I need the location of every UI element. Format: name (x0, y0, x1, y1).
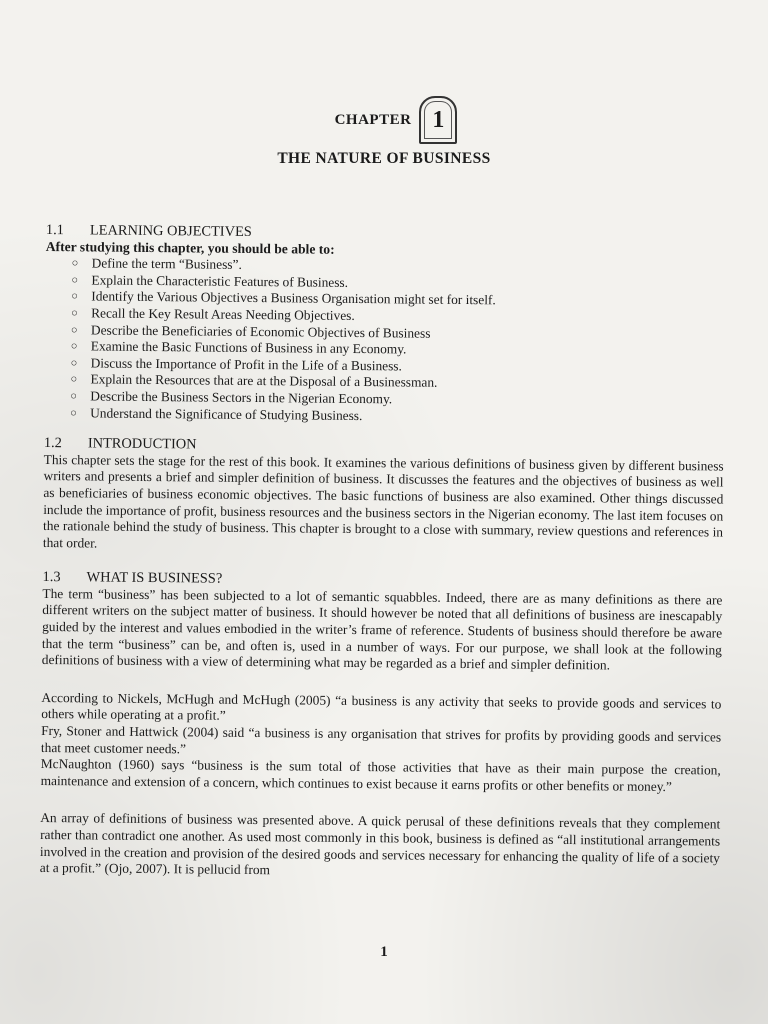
list-item: ○ Explain the Resources that are at the Disposal of a Businessman. (70, 371, 438, 391)
introduction-paragraph: This chapter sets the stage for the rest of this book. It examines the various definitions of business given by different business writers and presents a brief and simpler definition of business. It discusses the features and the objectives of business as well as beneficiaries of business economic objectives. The basic functions of business are also examined. Other things discussed include the importance of profit, business resources and the business sectors in the Nigerian economy. The last item focuses on the rationale behind the study of business. This chapter is brought to a close with summary, review questions and references in that order. (42, 451, 724, 551)
section-number: 1.3 (42, 569, 61, 586)
bullet-icon: ○ (70, 340, 78, 353)
bullet-icon: ○ (71, 257, 79, 270)
chapter-title: THE NATURE OF BUSINESS (277, 150, 491, 167)
list-item: ○ Identify the Various Objectives a Business Organisation might set for itself. (71, 288, 496, 308)
bullet-icon: ○ (70, 356, 78, 370)
objectives-list (44, 255, 726, 427)
list-item: ○ Examine the Basic Functions of Business in any Economy. (70, 338, 407, 357)
chapter-body (40, 222, 726, 883)
list-item: ○ Describe the Business Sectors in the Nigerian Economy. (70, 388, 393, 407)
page-number: 1 (380, 944, 388, 960)
objectives-intro: After studying this chapter, you should be able to: (45, 238, 335, 257)
chapter-heading (0, 94, 768, 146)
bullet-icon: ○ (70, 390, 78, 403)
chapter-number-badge: 1 (419, 96, 457, 144)
definition-nickels: According to Nickels, McHugh and McHugh (2005) “a business is any activity that seeks to provide goods and services to others while operating at a profit.” (41, 689, 722, 724)
section-number: 1.2 (43, 435, 62, 452)
list-item: ○ Discuss the Importance of Profit in the Life of a Business. (70, 355, 402, 374)
section-number: 1.1 (45, 222, 64, 239)
list-item: ○ Understand the Significance of Studying Business. (70, 404, 363, 423)
list-item: ○ Explain the Characteristic Features of Business. (71, 272, 349, 290)
definition-mcnaughton: McNaughton (1960) says “business is the sum total of those activities that have as their main purpose the creation, maintenance and extension of a concern, which continues to exist because it earns profits or other benefits or money.” (40, 756, 721, 794)
section-title: LEARNING OBJECTIVES (89, 222, 252, 240)
list-item: ○ Define the term “Business”. (71, 255, 242, 273)
list-item: ○ Recall the Key Result Areas Needing Objectives. (71, 305, 355, 323)
bullet-icon: ○ (71, 290, 78, 303)
bullet-icon: ○ (70, 373, 78, 386)
section-title: WHAT IS BUSINESS? (86, 569, 223, 587)
definition-fry: Fry, Stoner and Hattwick (2004) said “a business is any organisation that strives for profits by providing goods and services that meet customer needs.” (40, 723, 722, 756)
what-is-business-paragraph: The term “business” has been subjected to a lot of semantic squabbles. Indeed, there are as many definitions as there are different writers on the subject matter of business. It should however be noted that all definitions of business are inescapably guided by the interest and values embodied in the writer’s frame of reference. Students of business should therefore be aware that the term “business” can be, and often is, used in a number of ways. For our purpose, we shall look at the following definitions of business with a view of determining what may be regarded as a brief and simpler definition. (41, 585, 723, 673)
chapter-label: CHAPTER (334, 111, 412, 128)
list-item: ○ Describe the Beneficiaries of Economic Objectives of Business (70, 321, 431, 341)
section-title: INTRODUCTION (87, 435, 197, 453)
bullet-icon: ○ (71, 274, 79, 287)
bullet-icon: ○ (71, 307, 78, 320)
bullet-icon: ○ (70, 323, 78, 336)
bullet-icon: ○ (70, 406, 77, 419)
definitions-summary-paragraph: An array of definitions of business was presented above. A quick perusal of these definitions reveals that they complement rather than contradict one another. As used most commonly in this book, business is defined as “all institutional arrangements involved in the creation and provision of the desired goods and services necessary for enhancing the quality of life of a society at a profit.” (Ojo, 2007). It is pellucid from (39, 810, 721, 878)
